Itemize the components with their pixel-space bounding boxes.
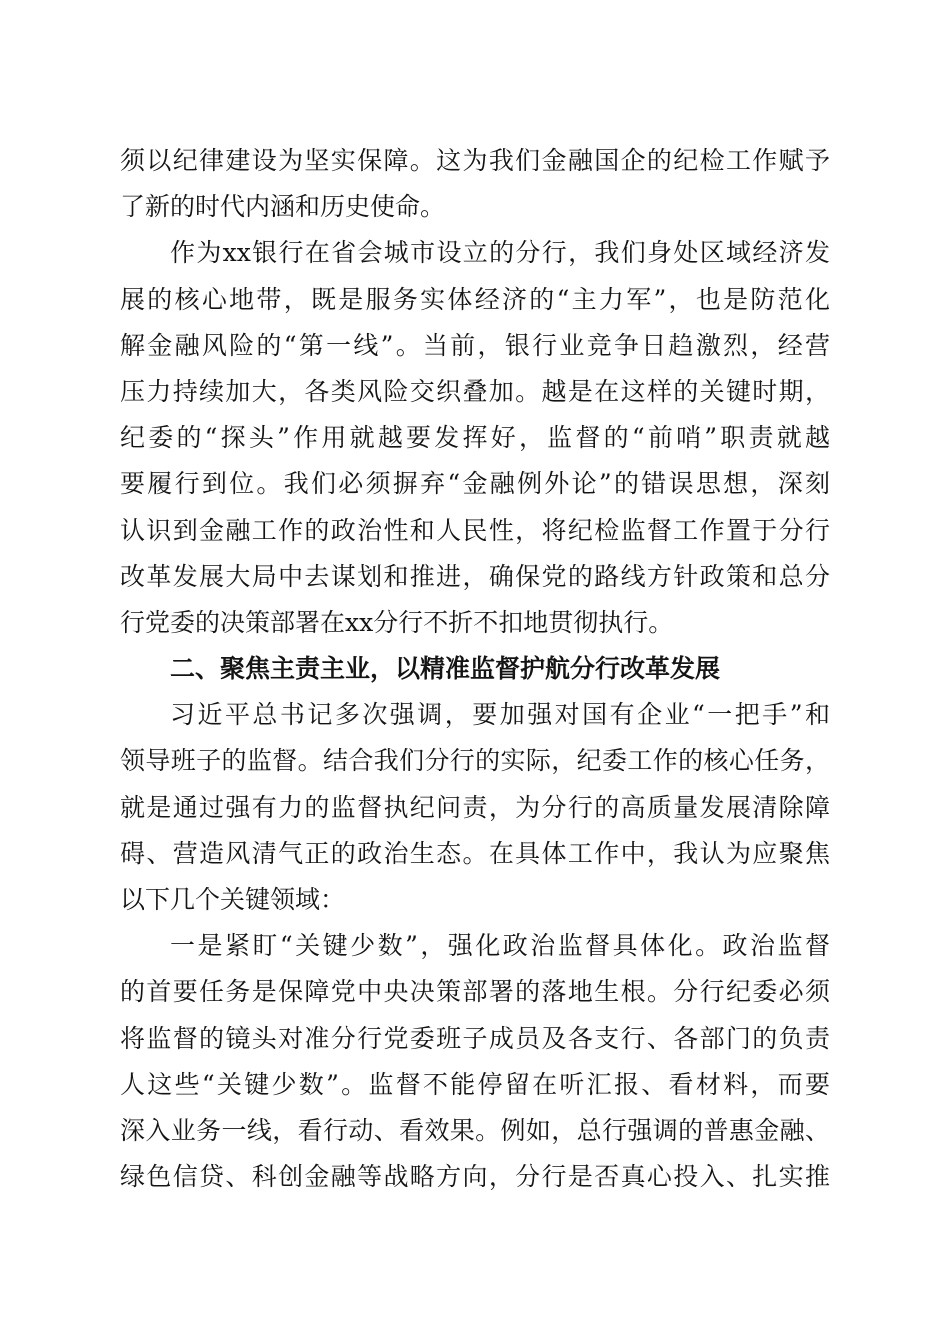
text-line: 人这些“关键少数”。监督不能停留在听汇报、看材料，而要 bbox=[120, 1069, 830, 1099]
text-line: 绿色信贷、科创金融等战略方向，分行是否真心投入、扎实推 bbox=[120, 1162, 830, 1192]
text-line: 作为xx银行在省会城市设立的分行，我们身处区域经济发 bbox=[170, 238, 830, 268]
paragraph bbox=[120, 923, 830, 1200]
text-line: 一是紧盯“关键少数”，强化政治监督具体化。政治监督 bbox=[170, 931, 830, 961]
text-line: 习近平总书记多次强调，要加强对国有企业“一把手”和 bbox=[170, 700, 830, 730]
text-line: 以下几个关键领域： bbox=[120, 885, 346, 914]
text-line: 解金融风险的“第一线”。当前，银行业竞争日趋激烈，经营 bbox=[120, 330, 830, 360]
paragraph bbox=[120, 230, 830, 646]
text-line: 展的核心地带，既是服务实体经济的“主力军”，也是防范化 bbox=[120, 284, 830, 314]
text-line: 就是通过强有力的监督执纪问责，为分行的高质量发展清除障 bbox=[120, 792, 830, 822]
text-line: 认识到金融工作的政治性和人民性，将纪检监督工作置于分行 bbox=[120, 515, 830, 545]
text-line: 行党委的决策部署在xx分行不折不扣地贯彻执行。 bbox=[120, 607, 674, 637]
paragraph bbox=[120, 138, 830, 230]
text-line: 须以纪律建设为坚实保障。这为我们金融国企的纪检工作赋予 bbox=[120, 146, 830, 175]
text-line: 碍、营造风清气正的政治生态。在具体工作中，我认为应聚焦 bbox=[120, 838, 830, 868]
text-line: 的首要任务是保障党中央决策部署的落地生根。分行纪委必须 bbox=[120, 977, 830, 1007]
text-line: 将监督的镜头对准分行党委班子成员及各支行、各部门的负责 bbox=[120, 1023, 830, 1053]
text-line: 领导班子的监督。结合我们分行的实际，纪委工作的核心任务， bbox=[120, 746, 830, 776]
text-line: 压力持续加大，各类风险交织叠加。越是在这样的关键时期， bbox=[120, 376, 830, 406]
text-line: 要履行到位。我们必须摒弃“金融例外论”的错误思想，深刻 bbox=[120, 469, 830, 499]
text-line: 了新的时代内涵和历史使命。 bbox=[120, 192, 446, 222]
text-line: 深入业务一线，看行动、看效果。例如，总行强调的普惠金融、 bbox=[120, 1115, 830, 1145]
paragraph bbox=[120, 692, 830, 923]
heading-text: 二、聚焦主责主业，以精准监督护航分行改革发展 bbox=[170, 654, 721, 684]
text-line: 改革发展大局中去谋划和推进，确保党的路线方针政策和总分 bbox=[120, 561, 830, 591]
text-line: 纪委的“探头”作用就越要发挥好，监督的“前哨”职责就越 bbox=[120, 423, 830, 453]
section-heading bbox=[120, 646, 830, 692]
document-body bbox=[120, 138, 830, 1200]
